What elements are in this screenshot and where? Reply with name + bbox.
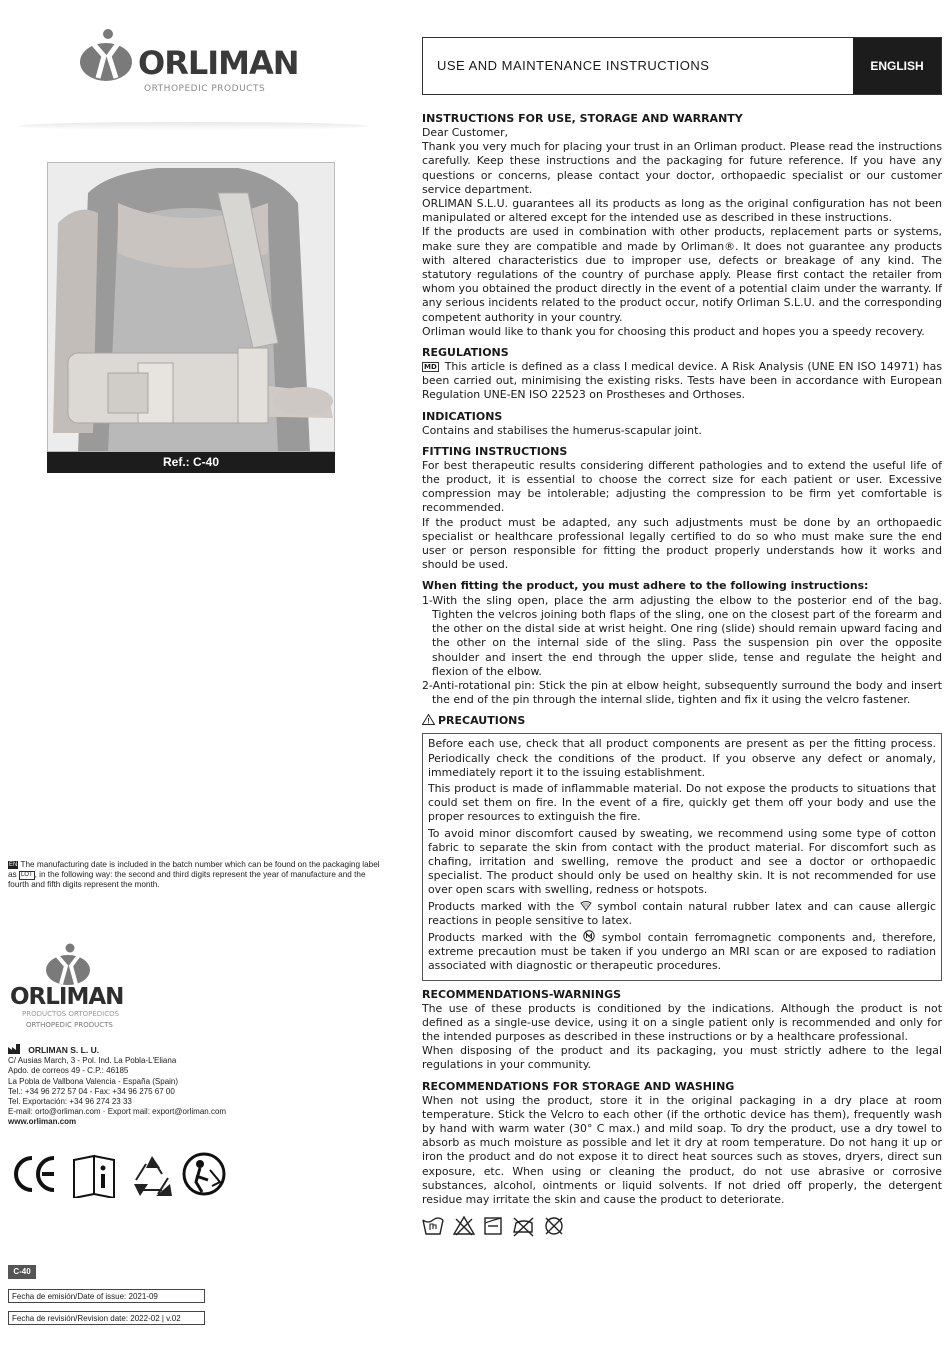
precaution-4-a: Products marked with the [428,899,575,913]
company-phone: Tel.: +34 96 272 57 04 - Fax: +34 96 275 67 00 [8,1086,175,1096]
brand-subtitle: ORTHOPEDIC PRODUCTS [144,84,266,94]
orliman-figure-icon [78,26,134,82]
manufacturing-note [8,860,380,890]
precautions-box [422,733,942,980]
recycle-icon [134,1156,172,1196]
language-tag: EN [9,862,18,868]
fitting-lead: When fitting the product, you must adhere to the following instructions: [422,579,869,593]
product-photo [47,162,335,452]
divider [18,122,368,130]
medical-device-icon: MD [424,363,437,372]
lot-icon: LOT [20,872,33,878]
section-title-recommendations: RECOMMENDATIONS-WARNINGS [422,987,622,1001]
brand-logo [78,26,338,96]
precaution-1: Before each use, check that all product components are present as per the fitting process. Periodically check the conditions of the product. If you observe any defect or anomaly, immediately report it to the issuing establishment. [428,737,936,779]
warning-icon [422,714,435,725]
product-code-badge: C-40 [8,1265,36,1279]
fitting-step-1: 1-With the sling open, place the arm adjusting the elbow to the posterior end of the bag. Tighten the velcros joining both flaps of the sling, one on the closest part of the forearm and the other on the distal side at wrist height. One ring (slide) should remain upward facing and the other on the internal side of the sling. Pass the suspension pin over the opposite shoulder and insert the end through the upper slide, tense and regulate the height and flexion of the elbow. [422,593,942,678]
company-email[interactable]: E-mail: orto@orliman.com · Export mail: export@orliman.com [8,1107,227,1117]
precaution-5-a: Products marked with the [428,930,577,944]
product-photo-illustration [48,163,335,452]
latex-icon [580,901,592,911]
section-title-regulations: REGULATIONS [422,346,509,360]
manufacturer-icon [8,1044,26,1054]
section-title-fitting: FITTING INSTRUCTIONS [422,444,568,458]
intro-greeting: Dear Customer, [422,126,509,139]
precautions-title: PRECAUTIONS [438,714,526,728]
company-info [8,1044,308,1128]
fitting-step-2: 2-Anti-rotational pin: Stick the pin at elbow height, subsequently surround the body and insert the end of the pin through the internal slide, tighten and fix it using the velcro fastener. [422,678,942,707]
flat-dry-icon [485,1218,501,1234]
instructions-content [422,112,942,1237]
no-iron-icon [514,1218,533,1236]
issue-date: Fecha de emisión/Date of issue: 2021-09 [8,1289,205,1303]
brand-subtitle-en: ORTHOPEDIC PRODUCTS [26,1021,113,1029]
recommendation-2: When disposing of the product and its packaging, you must strictly adhere to the legal regulations in your community. [422,1044,942,1072]
company-name-row [8,1044,308,1056]
brand-name: ORLIMAN [10,984,124,1010]
recommendation-1: The use of these products is conditioned by the indications. Although the product is not defined as a single-use device, using it on a single patient only is recommended and only for the intended purposes as described in these instructions or by a healthcare professional. [422,1001,942,1043]
revision-date: Fecha de revisión/Revision date: 2022-02 | v.02 [8,1311,205,1325]
document-title: USE AND MAINTENANCE INSTRUCTIONS [437,58,710,73]
indications-text: Contains and stabilises the humerus-scapular joint. [422,423,702,437]
care-symbols [422,1215,942,1237]
precaution-3: To avoid minor discomfort caused by sweating, we recommend using some type of cotton fabric to separate the skin from contact with the product material. For discomfort such as chafing, irritation and swelling, remove the product and see a doctor or orthopaedic specialist. The product should only be used on healthy skin. It is not recommended for use over open scars with swelling, redness or hotspots. [428,826,936,897]
company-address-2: Apdo. de correos 49 - C.P.: 46185 [8,1066,129,1076]
regulatory-symbols [8,1150,228,1198]
product-ref: Ref.: C-40 [47,452,335,473]
no-bleach-icon [454,1217,474,1235]
no-dry-clean-icon [546,1218,562,1234]
precaution-5 [428,930,936,974]
hand-wash-icon [423,1218,443,1234]
brand-name: ORLIMAN [138,44,299,82]
brand-logo-bottom [10,942,150,1032]
single-patient-reuse-icon [184,1154,224,1194]
storage-paragraph: When not using the product, store it in the original packaging in a dry place at room temperature. Stick the Velcro to each other (if the orthotic device has them), frequently wash by hand with warm water (30° C max.) and mild soap. To dry the product, use a dry towel to absorb as much moisture as possible and let it dry at room temperature. Do not hang it up or iron the product and do not expose it to direct heat sources such as stoves, dryers, direct sun exposure, etc. When using or cleaning the product, do not use abrasive or corrosive substances, alcohol, ointments or liquid solvents. If not dried off properly, the detergent residue may irritate the skin and cause the product to deteriorate. [422,1093,942,1206]
ce-mark-icon [16,1158,54,1190]
intro-paragraph: Thank you very much for placing your trust in an Orliman product. Please read the instructions carefully. Keep these instructions and the packaging for future reference. If you have any questions or concerns, please contact your doctor, orthopaedic specialist or our customer service department. [422,140,942,196]
instructions-icon [74,1156,114,1198]
warranty-paragraph: ORLIMAN S.L.U. guarantees all its products as long as the original configuration has not been manipulated or altered except for the intended use as described in these instructions. [422,197,942,225]
company-address-1: C/ Ausias March, 3 - Pol. Ind. La Pobla-L'Eliana [8,1056,177,1066]
regulations-paragraph [422,360,942,403]
regulations-text: This article is defined as a class I medical device. A Risk Analysis (UNE EN ISO 14971) has been carried out, minimising the existing risks. Tests have been in accordance with European Regulation UNE-EN ISO 22523 on Prostheses and Orthoses. [422,360,942,402]
section-title-precautions [422,714,942,728]
precaution-5-b: symbol contain ferromagnetic components and, therefore, extreme precaution must be taken if you undergo an MRI scan or are exposed to radiation associated with diagnostic or therapeutic procedures. [428,930,937,973]
company-web[interactable]: www.orliman.com [8,1117,77,1127]
company-name: ORLIMAN S. L. U. [28,1045,100,1055]
precaution-4-b: symbol contain natural rubber latex and can cause allergic reactions in people sensitive to latex. [428,899,936,927]
orliman-figure-icon [44,942,92,986]
ferromagnetic-icon [583,930,595,942]
company-address-3: La Pobla de Vallbona Valencia - España (Spain) [8,1076,179,1086]
compatibility-paragraph: If the products are used in combination with other products, replacement parts or systems, make sure they are compatible and made by Orliman®. It does not guarantee any products with altered characteristics due to improper use, defects or breakage of any kind. The statutory regulations of the country of purchase apply. Please first contact the retailer from whom you obtained the product directly in the event of a potential claim under the warranty. If any serious incidents related to the product occur, notify Orliman S.L.U. and the corresponding competent authority in your country. [422,225,942,324]
company-export-phone: Tel. Exportación: +34 96 274 23 33 [8,1097,132,1107]
mfg-text-2: , in the following way: the second and third digits represent the year of manufacture and the fourth and fifth digits represent the month. [8,870,366,889]
fitting-paragraph-1: For best therapeutic results considering different pathologies and to extend the useful life of the product, it is essential to choose the correct size for each patient or user. Excessive compression may be intolerable; adjusting the compression to be firm yet comfortable is recommended. [422,458,942,515]
section-title-intro: INSTRUCTIONS FOR USE, STORAGE AND WARRANTY [422,112,743,125]
section-title-storage: RECOMMENDATIONS FOR STORAGE AND WASHING [422,1079,735,1093]
brand-subtitle-es: PRODUCTOS ORTOPÉDICOS [22,1010,120,1018]
section-title-indications: INDICATIONS [422,409,503,423]
precaution-4 [428,900,936,928]
mfg-text-1: The manufacturing date is included in the batch number which can be found on the packaging label as [8,860,380,879]
thanks-paragraph: Orliman would like to thank you for choosing this product and hopes you a speedy recovery. [422,324,925,338]
language-label: ENGLISH [853,38,941,94]
precaution-2: This product is made of inflammable material. Do not expose the products to situations that could set them on fire. In the event of a fire, quickly get them off your body and use the proper resources to extinguish the fire. [428,781,936,824]
fitting-paragraph-2: If the product must be adapted, any such adjustments must be done by an orthopaedic specialist or healthcare professional legally certified to do so who must make sure the end user or person responsible for fitting the product properly understands how it works and should be used. [422,515,942,572]
document-header [422,37,942,95]
